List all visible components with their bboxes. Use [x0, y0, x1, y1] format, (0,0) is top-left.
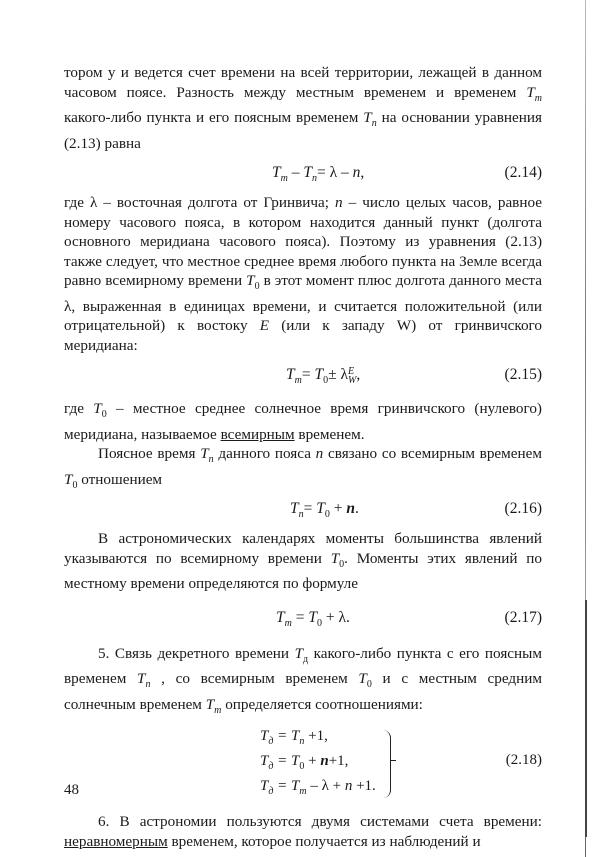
equation-2-16: $T_n= T_0 + n$. (2.16)	[290, 500, 542, 521]
paragraph-1: тором у и ведется счет времени на всей территории, лежащей в данном часовом поясе. Разность между местным временем и временем $T_m$ какого-либо пункта и его поясным временем $T_n$ на основании уравнения (2.13) равна	[64, 64, 542, 152]
equation-number: (2.16)	[504, 500, 542, 518]
equation-2-15: $T_m= T_0\pm \lambda E$ W, (2.15)	[286, 365, 542, 387]
page-number: 48	[64, 782, 79, 798]
right-brace	[382, 730, 391, 798]
paragraph-3: где $T_0$ – местное среднее солнечное время гринвичского (нулевого) меридиана, называемое всемирным временем.	[64, 400, 542, 443]
equation-2-18	[64, 728, 542, 802]
paragraph-2: где λ – восточная долгота от Гринвича; n – число целых часов, равное номеру часового пояса, в котором находится данный пункт (долгота основного меридиана часового пояса). Поэтому из уравнения (2.13) также следует, что местное среднее время любого пункта на Земле всегда равно всемирному времени $T_0$ в этот момент плюс долгота данного места λ, выраженная в единицах времени, и считается положительной (или отрицательной) к востоку E (или к западу W) от гринвичского меридиана:	[64, 194, 543, 354]
equation-2-14: $T_m - T_n= \lambda - n$, (2.14)	[272, 164, 542, 185]
equation-line-2: $T_д = T_0 + n+1$,	[260, 753, 349, 773]
equation-2-17: $T_m = T_0 + \lambda$. (2.17)	[276, 608, 542, 629]
paragraph-4: Поясное время $T_n$ данного пояса n связано со всемирным временем $T_0$ отношением	[64, 445, 543, 491]
equation-line-1: $T_д = T_n +1$,	[260, 728, 328, 748]
paragraph-6: 5. Связь декретного времени $T_д$ какого-либо пункта с его поясным временем $T_n$ , со всемирным временем $T_0$ и с местным средним солнечным временем $T_m$ определяется соотношениями:	[64, 644, 543, 716]
equation-number: (2.15)	[504, 366, 542, 384]
page-edge-shadow	[585, 600, 587, 837]
equation-number: (2.18)	[505, 752, 542, 769]
equation-number: (2.17)	[504, 608, 542, 626]
equation-line-3: $T_д = T_m - \lambda + n +1$.	[260, 778, 376, 798]
paragraph-5: В астрономических календарях моменты большинства явлений указываются по всемирному времени $T_0$. Моменты этих явлений по местному времени определяются по формуле	[64, 530, 542, 593]
page-content	[64, 63, 542, 851]
equation-number: (2.14)	[504, 164, 542, 182]
paragraph-7: 6. В астрономии пользуются двумя системами счета времени: неравномерным временем, которое получается из наблюдений и	[64, 813, 542, 850]
